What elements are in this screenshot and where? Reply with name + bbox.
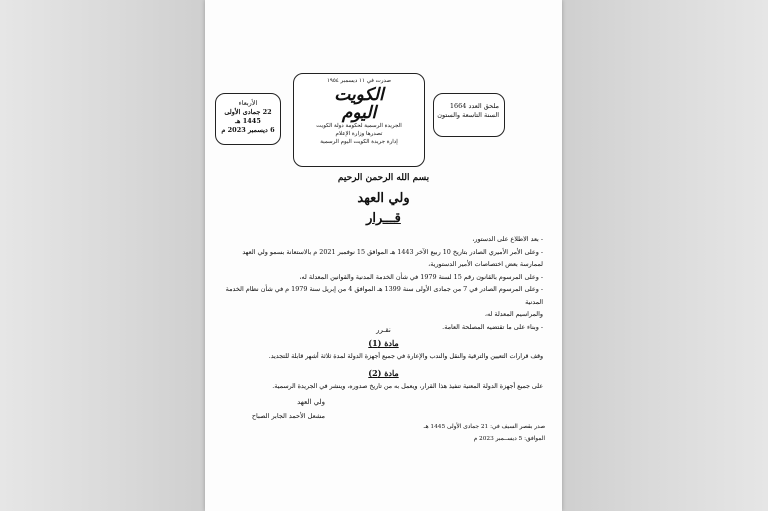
masthead-kuwait: الكويت — [334, 85, 384, 105]
supplement-year: السنة التاسعة والستون — [437, 111, 499, 119]
date-gregorian: 6 ديسمبر 2023 م — [221, 126, 275, 134]
decision-title: قـــرار — [366, 211, 401, 226]
preamble-line: والمراسيم المعدلة له، — [484, 310, 543, 318]
masthead-alyoum: اليوم — [341, 103, 377, 123]
date-hijri: 22 جمادى الأولى 1445 هـ — [224, 108, 272, 125]
article-1-text: وقف قرارات التعيين والترقية والنقل والندب والإعارة في جميع أجهزة الدولة لمدة ثلاثة أشهر قابلة للتجديد. — [268, 353, 543, 360]
founded-date: صدرت في ١١ ديسمبر ١٩٥٤ — [326, 78, 392, 84]
masthead-line2: تصدرها وزارة الإعلام — [335, 131, 383, 137]
preamble-line: - وبناء على ما تقتضيه المصلحة العامة. — [442, 322, 543, 331]
background-right — [562, 0, 768, 511]
issued-gregorian: الموافق: 5 ديســمبر 2023 م — [473, 436, 545, 442]
article-2-text: على جميع أجهزة الدولة المعنية تنفيذ هذا القرار، ويعمل به من تاريخ صدوره، وينشر في الجريدة الرسمية. — [272, 383, 543, 390]
preamble-line: - وعلى المرسوم الصادر في 7 من جمادى الأولى سنة 1399 هـ الموافق 4 من إبريل سنة 1979 م في شأن نظام الخدمة المدنية — [225, 285, 543, 306]
gazette-page — [205, 0, 562, 511]
signature-name: مشعل الأحمد الجابر الصباح — [251, 412, 325, 420]
issuer-heading: ولي العهد — [357, 191, 410, 206]
date-box — [215, 93, 281, 145]
preamble-line: - وعلى المرسوم بالقانون رقم 15 لسنة 1979 في شأن الخدمة المدنية والقوانين المعدلة له، — [299, 272, 543, 281]
article-1-label: مادة (1) — [368, 338, 399, 348]
masthead-line3: إدارة جريدة الكويت اليوم الرسمية — [320, 139, 398, 145]
basmala: بسم الله الرحمن الرحيم — [337, 173, 430, 183]
preamble — [215, 233, 543, 333]
masthead-line1: الجريدة الرسمية لحكومة دولة الكويت — [316, 123, 402, 129]
masthead-box — [293, 73, 425, 167]
issued-at: صدر بقصر السيف في: 21 جمادى الأولى 1445 هـ — [423, 424, 545, 430]
supplement-number: ملحق العدد 1664 — [449, 102, 499, 110]
background-left — [0, 0, 205, 511]
preamble-line: - بعد الاطلاع على الدستور، — [472, 235, 543, 243]
date-day: الأربعاء — [238, 99, 258, 107]
article-2-label: مادة (2) — [368, 368, 399, 378]
signature-title: ولي العهد — [297, 398, 325, 406]
preamble-line: - وعلى الأمر الأميري الصادر بتاريخ 10 ربيع الآخر 1443 هـ الموافق 15 نوفمبر 2021 م بالاستعانة بسمو ولي العهد — [242, 247, 543, 256]
supplement-box — [433, 93, 505, 137]
decides-heading: نقـرر — [376, 326, 391, 334]
preamble-line: لممارسة بعض اختصاصات الأمير الدستورية، — [428, 260, 543, 268]
